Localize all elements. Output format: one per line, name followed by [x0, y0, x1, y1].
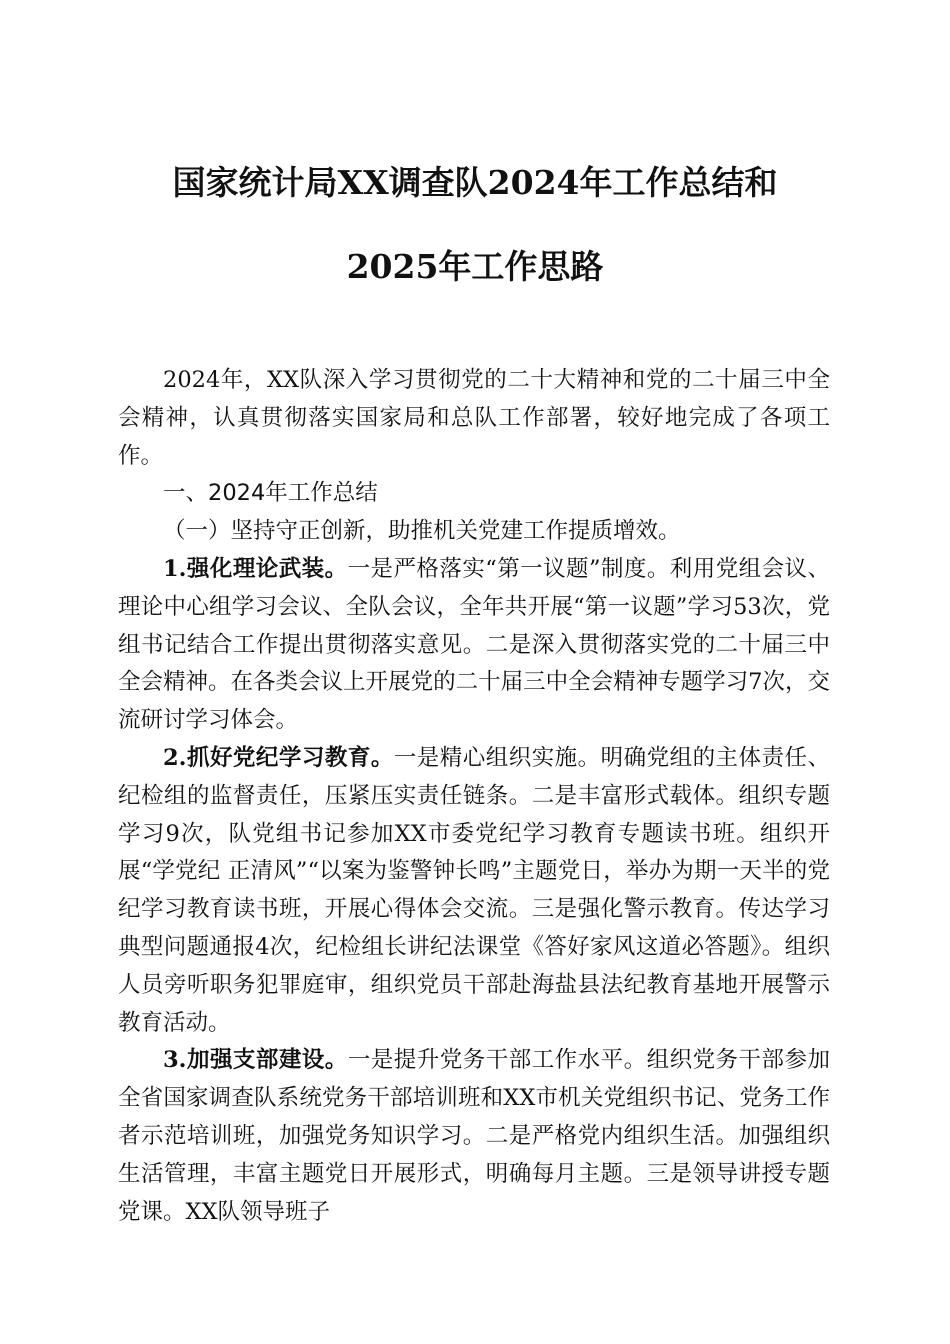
item-text-3: 一是提升党务干部工作水平。组织党务干部参加全省国家调查队系统党务干部培训班和XX市机关党组织书记、党务工作者示范培训班，加强党务知识学习。二是严格党内组织生活。加强组织生活管理，丰富主题党日开展形式，明确每月主题。三是领导讲授专题党课。XX队领导班子 [118, 1047, 830, 1225]
document-title [100, 163, 850, 287]
section-heading-1: 一、2024年工作总结 [163, 480, 378, 507]
item-text-1: 一是严格落实“第一议题”制度。利用党组会议、理论中心组学习会议、全队会议，全年共开展“第一议题”学习53次，党组书记结合工作提出贯彻落实意见。二是深入贯彻落实党的二十届三中全会精神。在各类会议上开展党的二十届三中全会精神专题学习7次，交流研讨学习体会。 [118, 555, 830, 734]
item-paragraph-2 [118, 740, 830, 1042]
title-line-2: 2025年工作思路 [346, 247, 604, 286]
document-body [118, 362, 830, 1231]
item-paragraph-1 [118, 551, 830, 740]
item-lead-3: 3.加强支部建设。 [163, 1047, 348, 1074]
intro-paragraph: 2024年，XX队深入学习贯彻党的二十大精神和党的二十届三中全会精神，认真贯彻落实国家局和总队工作部署，较好地完成了各项工作。 [118, 367, 830, 469]
item-lead-1: 1.强化理论武装。 [163, 555, 348, 582]
item-text-2: 一是精心组织实施。明确党组的主体责任、纪检组的监督责任，压紧压实责任链条。二是丰富形式载体。组织专题学习9次，队党组书记参加XX市委党纪学习教育专题读书班。组织开展“学党纪 正清风”“以案为鉴警钟长鸣”主题党日，举办为期一天半的党纪学习教育读书班，开展心得体会交流。三是强化警示教育。传达学习典型问题通报4次，纪检组长讲纪法课堂《答好家风这道必答题》。组织人员旁听职务犯罪庭审，组织党员干部赴海盐县法纪教育基地开展警示教育活动。 [118, 744, 830, 1036]
item-lead-2: 2.抓好党纪学习教育。 [163, 744, 394, 771]
item-paragraph-3 [118, 1042, 830, 1231]
title-line-1: 国家统计局XX调查队2024年工作总结和 [172, 163, 778, 202]
subsection-heading-1: （一）坚持守正创新，助推机关党建工作提质增效。 [163, 518, 681, 545]
